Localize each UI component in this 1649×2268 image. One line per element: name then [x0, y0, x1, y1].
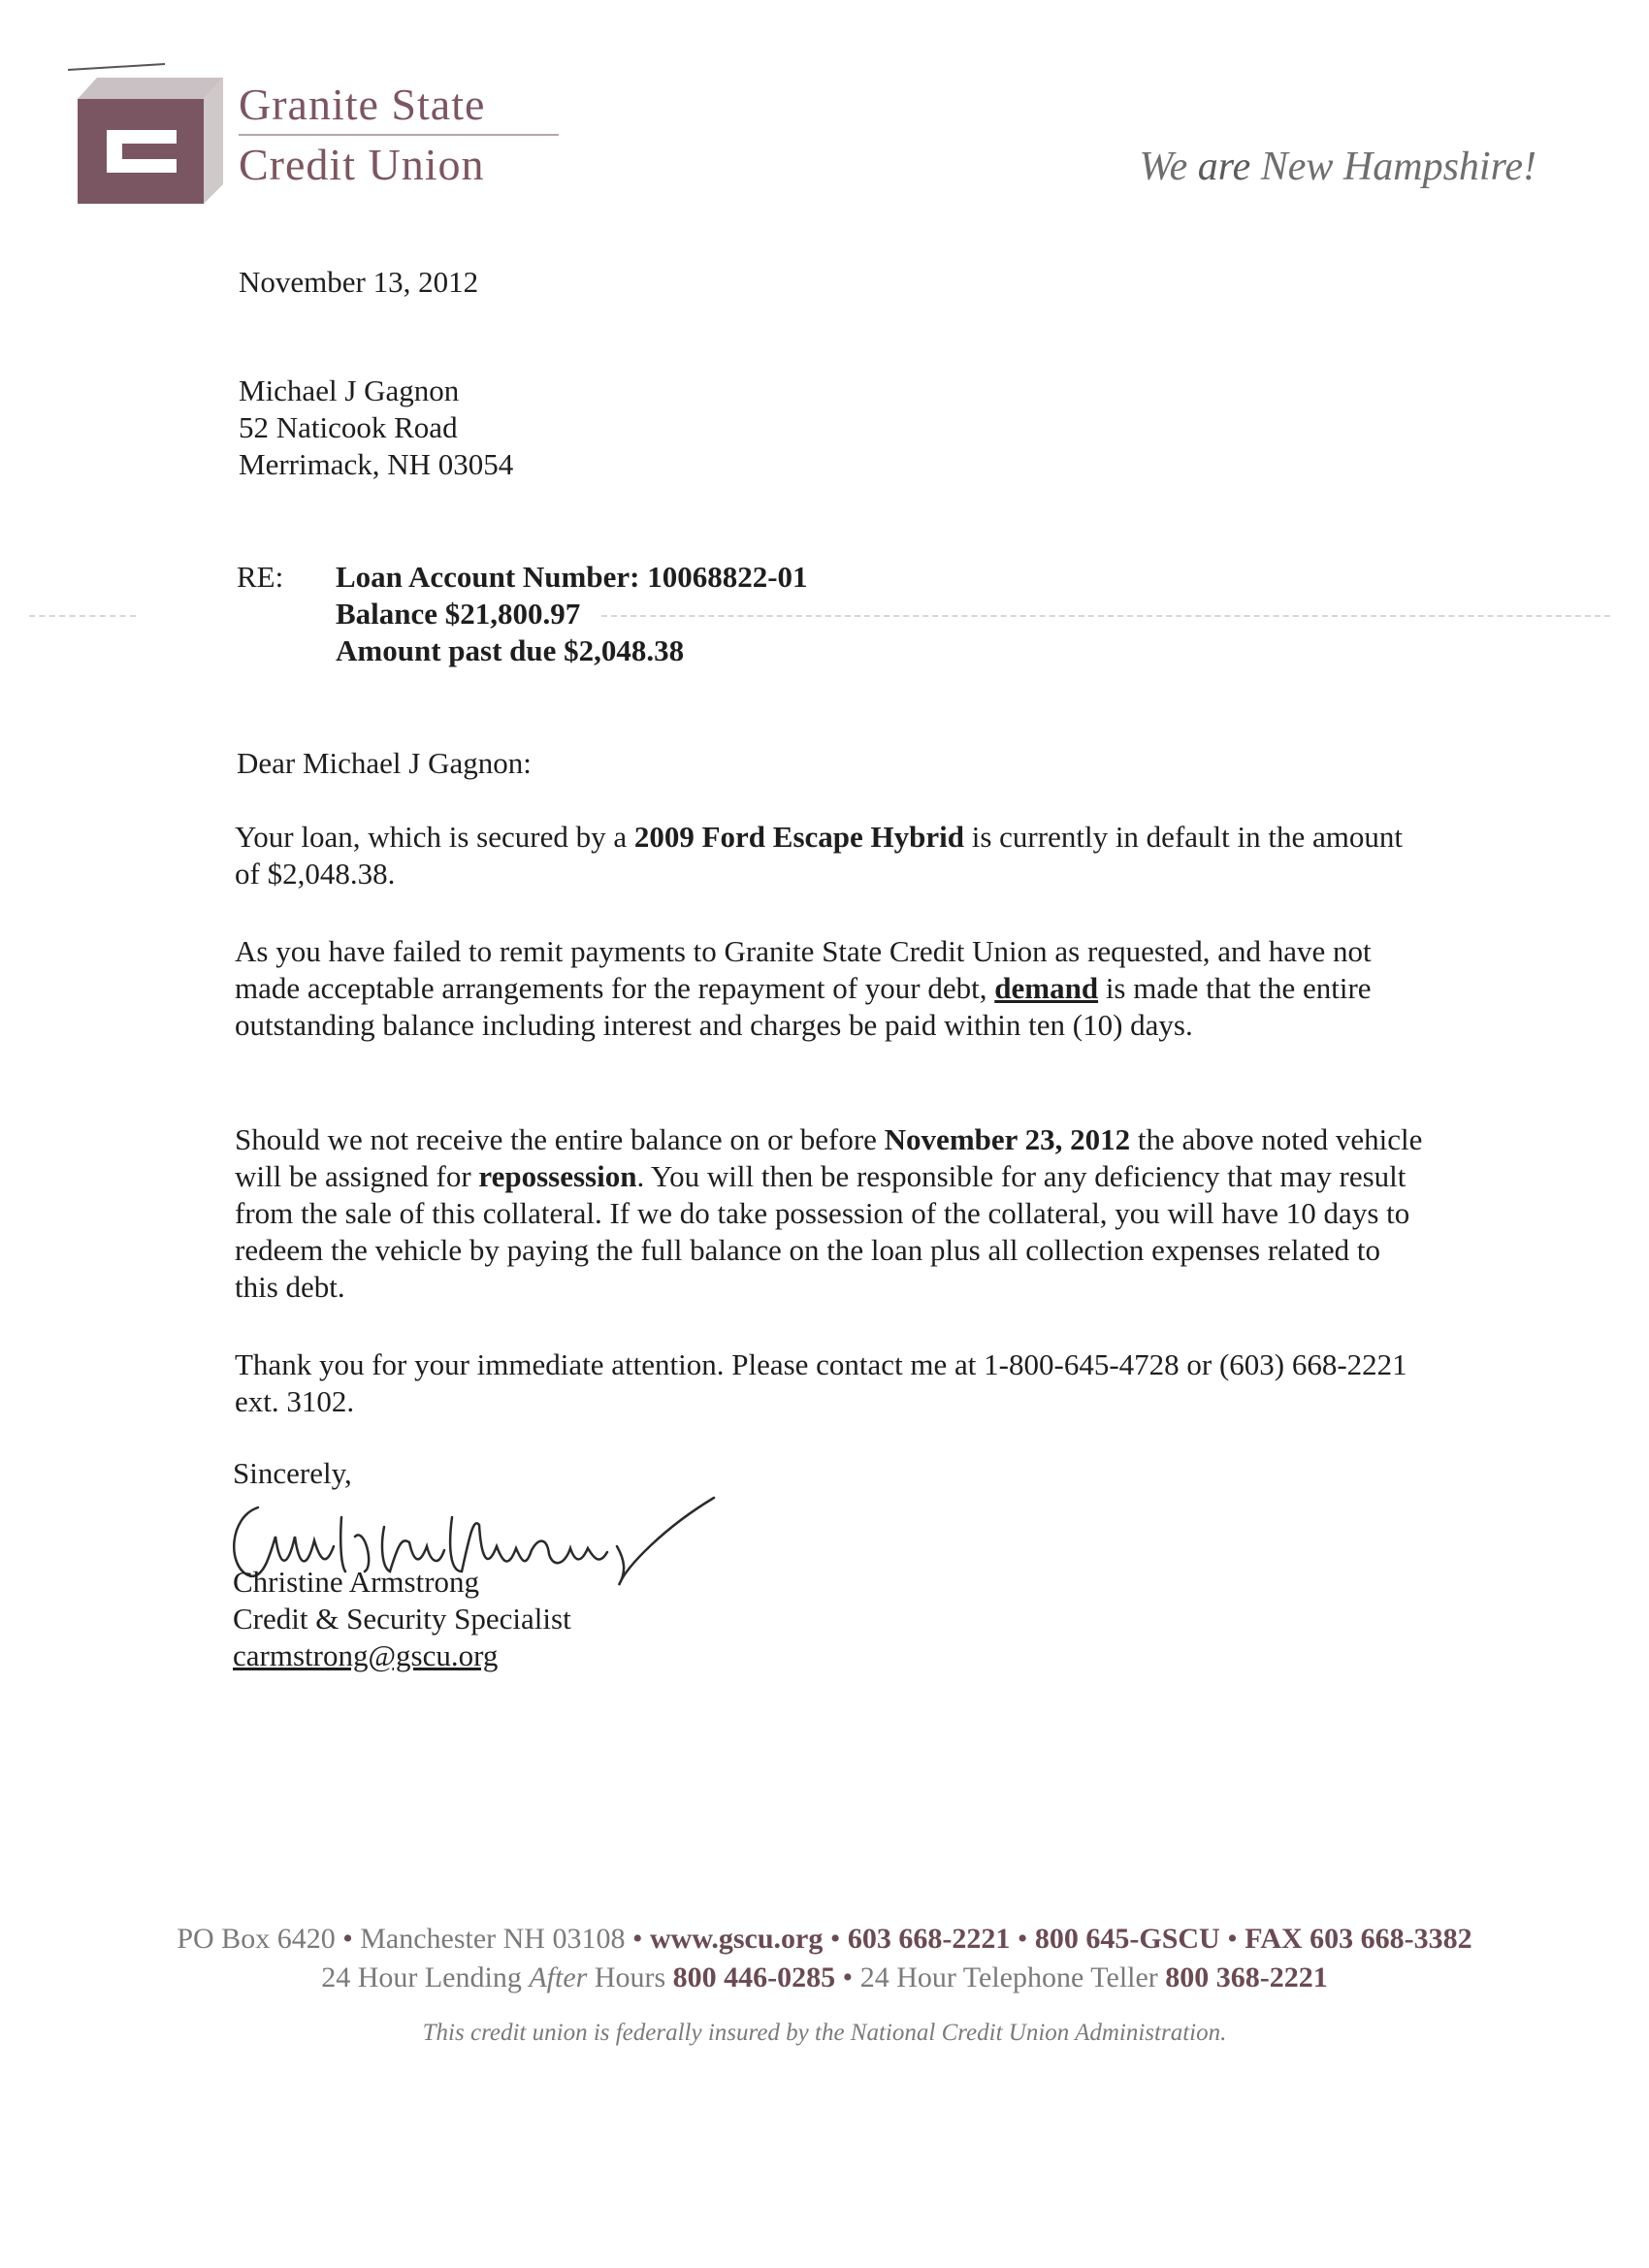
recipient-street: 52 Naticook Road: [239, 410, 458, 444]
footer-website[interactable]: www.gscu.org: [650, 1923, 824, 1955]
footer-text: Hours: [587, 1961, 673, 1993]
greeting: Dear Michael J Gagnon:: [237, 746, 532, 780]
deadline-date: November 23, 2012: [884, 1122, 1131, 1156]
footer-text: 24 Hour Lending: [321, 1961, 530, 1993]
separator: •: [342, 1923, 353, 1955]
tagline: [1140, 144, 1536, 190]
footer-phone-toll-free: 800 645-GSCU: [1034, 1923, 1220, 1955]
signer-email-link[interactable]: carmstrong@gscu.org: [233, 1638, 499, 1672]
separator: •: [829, 1923, 841, 1955]
letter-date: November 13, 2012: [239, 265, 479, 299]
credit-union-name: [239, 76, 559, 194]
text-run: is made that the entire outstanding balance including interest and charges be paid within ten (10) days.: [235, 971, 1372, 1042]
text-run: the above noted vehicle will be assigned for: [235, 1122, 1423, 1193]
signer-title: Credit & Security Specialist: [233, 1602, 571, 1636]
gscu-logo-icon: [68, 62, 225, 206]
separator: •: [842, 1961, 854, 1993]
footer-text-italic: After: [529, 1961, 588, 1993]
footer-lending-phone: 800 446-0285: [672, 1961, 836, 1993]
tagline-part: New Hampshire!: [1250, 145, 1536, 189]
re-details: [336, 559, 808, 669]
footer-contact-line: [0, 1923, 1649, 1956]
loan-balance: Balance $21,800.97: [336, 597, 581, 631]
text-run: Your loan, which is secured by a: [235, 820, 634, 854]
paragraph-repossession: [235, 1121, 1428, 1306]
paragraph-demand: [235, 933, 1428, 1044]
recipient-address: [239, 373, 513, 483]
recipient-name: Michael J Gagnon: [239, 373, 460, 407]
footer-hours-line: [0, 1961, 1649, 1994]
footer-fax: FAX 603 668-3382: [1245, 1923, 1472, 1955]
footer-phone: 603 668-2221: [847, 1923, 1011, 1955]
paragraph-contact: Thank you for your immediate attention. Please contact me at 1-800-645-4728 or (603) 668-2221 ext. 3102.: [235, 1347, 1407, 1418]
text-run: is currently in default in the amount of $2,048.38.: [235, 820, 1403, 891]
re-label: RE:: [237, 560, 284, 594]
footer-po-box: PO Box 6420: [177, 1923, 336, 1955]
separator: •: [1227, 1923, 1238, 1955]
separator: •: [1017, 1923, 1028, 1955]
name-line-2: Credit Union: [239, 134, 559, 194]
amount-past-due: Amount past due $2,048.38: [336, 633, 685, 667]
footer-text: 24 Hour Telephone Teller: [859, 1961, 1166, 1993]
tagline-emphasis: are: [1197, 145, 1251, 189]
text-run: Should we not receive the entire balance on or before: [235, 1122, 885, 1156]
text-run: As you have failed to remit payments to Granite State Credit Union as requested, and have not made acceptable arrangements for the repayment of your debt,: [235, 934, 1372, 1005]
scan-artifact: [29, 615, 136, 617]
paragraph-default: [235, 819, 1428, 892]
closing: Sincerely,: [233, 1456, 352, 1490]
recipient-city: Merrimack, NH 03054: [239, 447, 514, 481]
separator: •: [631, 1923, 643, 1955]
demand-word: demand: [994, 971, 1099, 1005]
repossession-word: repossession: [478, 1159, 637, 1193]
footer-city: Manchester NH 03108: [360, 1923, 626, 1955]
tagline-part: We: [1139, 145, 1198, 189]
signer-name: Christine Armstrong: [233, 1565, 480, 1599]
name-line-1: Granite State: [239, 80, 486, 129]
footer-teller-phone: 800 368-2221: [1165, 1961, 1328, 1993]
ncua-notice: This credit union is federally insured by the National Credit Union Administration.: [422, 2020, 1227, 2046]
loan-account-number: Loan Account Number: 10068822-01: [336, 560, 808, 594]
vehicle-name: 2009 Ford Escape Hybrid: [633, 820, 964, 854]
text-run: . You will then be responsible for any deficiency that may result from the sale of this collateral. If we do take possession of the collateral, you will have 10 days to redeem the vehicle by paying the full balance on the loan plus all collection expenses related to this debt.: [235, 1159, 1410, 1304]
